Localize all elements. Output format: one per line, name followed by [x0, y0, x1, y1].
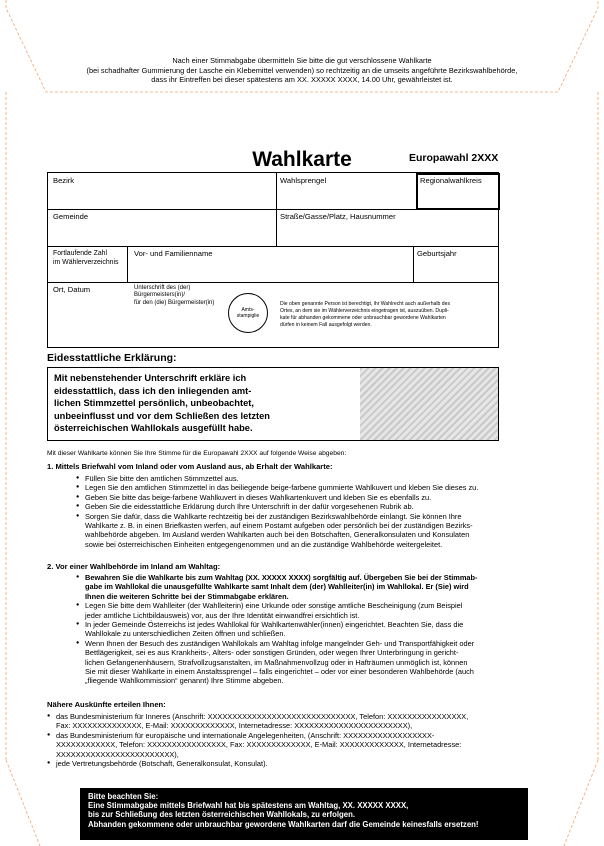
list-item: ● Geben Sie bitte das beige-farbene Wahlkuvert in dieses Wahlkartenkuvert und kleben Sie es ebenfalls zu. — [76, 493, 504, 502]
section-1-heading: 1. Mittels Briefwahl vom Inland oder vom Ausland aus, ab Erhalt der Wahlkarte: — [47, 462, 333, 471]
list-item: ● Legen Sie den amtlichen Stimmzettel in das beiliegende beige-farbene gummierte Wahlkuvert und kleben Sie dieses zu. — [76, 483, 504, 492]
voter-form — [47, 172, 499, 348]
section-2-heading: 2. Vor einer Wahlbehörde im Inland am Wahltag: — [47, 562, 221, 571]
ort-datum-label: Ort, Datum — [53, 285, 91, 294]
stamp-text: Amts- — [241, 307, 255, 313]
section-2-list — [76, 573, 504, 686]
fortlaufende-line-2: im Wählerverzeichnis — [53, 259, 119, 266]
validity-notice-line: Die oben genannte Person ist berechtigt, ihr Wahlrecht auch außerhalb des — [280, 301, 450, 307]
signature-label-line: für den (die) Bürgermeister(in) — [134, 299, 215, 306]
section-1-list — [76, 474, 504, 549]
fortlaufende-zahl-label — [53, 249, 118, 267]
geburtsjahr-label: Geburtsjahr — [417, 249, 457, 258]
declaration-box — [47, 367, 499, 441]
list-item: ● Sorgen Sie dafür, dass die Wahlkarte rechtzeitig bei der zuständigen Bezirkswahlbehörde einlangt. Sie können Ihre Wahlkarte z. B. in einen Briefkasten werfen, auf einem Postamt aufgeben oder persönlich bei der zuständigen Bezirks- wahlbehörde abgeben. Im Ausland werden Wahlkarten auch bei den Botschaften, Generalkonsulaten und Konsulaten sowie bei österreichischen Einheiten entgegengenommen und an die zuständige Wahlbehörde weitergeleitet. — [76, 512, 504, 550]
signature-label-line: Unterschrift des (der) — [134, 285, 191, 291]
bezirk-label: Bezirk — [53, 176, 75, 185]
election-name: Europawahl 2XXX — [409, 152, 499, 164]
list-item: ● jede Vertretungsbehörde (Botschaft, Generalkonsulat, Konsulat). — [47, 759, 504, 768]
list-item: ● Wenn Ihnen der Besuch des zuständigen Wahllokals am Wahltag infolge mangelnder Geh- und Transportfähigkeit oder Bettlägerigkeit, sei es aus Krankheits-, Alters- oder sonstigen Gründen, oder wegen Ihrer Unterbringung in gericht- lichen Gefangenenhäusern, Strafvollzugsanstalten, im Maßnahmenvollzug oder in Hafträumen unmöglich ist, können Sie mit dieser Wahlkarte in einem Anstaltssprengel – falls eingerichtet – oder vor einer besonderen Wahlbehörde (auch „fliegende Wahlkommission“ genannt) Ihre Stimme abgeben. — [76, 639, 504, 686]
gemeinde-label: Gemeinde — [53, 212, 89, 221]
notice-line: Eine Stimmabgabe mittels Briefwahl hat bis spätestens am Wahltag, XX. XXXXX XXXX, — [88, 801, 409, 811]
declaration-heading: Eidesstattliche Erklärung: — [47, 352, 177, 364]
intro-text: Mit dieser Wahlkarte können Sie Ihre Stimme für die Europawahl 2XXX auf folgende Weise abgeben: — [47, 450, 347, 457]
declaration-line: österreichischen Wahllokals ausgefüllt habe. — [54, 423, 253, 434]
regionalwahlkreis-label: Regionalwahlkreis — [420, 176, 482, 185]
notice-box — [80, 788, 528, 840]
declaration-line: lichen Stimmzettel persönlich, unbeobachtet, — [54, 398, 254, 409]
list-item: ● das Bundesministerium für europäische und internationale Angelegenheiten, (Anschrift: XXXXXXXXXXXXXXXXXX- XXXXXXXXXXXX, Telefon: XXXXXXXXXXXXXXXX, Fax: XXXXXXXXXXXXX, E-Mail: XXXXXXXXXXXXX, Internetadresse: XXXXXXXXXXXXXXXXXXXXXXXX), — [47, 731, 504, 759]
strasse-label: Straße/Gasse/Platz, Hausnummer — [280, 212, 396, 221]
signature-label-line: Bürgermeisters(in)/ — [134, 292, 186, 299]
list-item: ● das Bundesministerium für Inneres (Anschrift: XXXXXXXXXXXXXXXXXXXXXXXXXXXXXX, Telefon: XXXXXXXXXXXXXXXX, Fax: XXXXXXXXXXXXXX, E-Mail: XXXXXXXXXXXXX, Internetadresse: XXXXXXXXXXXXXXXXXXXXXXX), — [47, 712, 504, 731]
signature-label — [134, 285, 214, 307]
name-label: Vor- und Familienname — [134, 249, 213, 258]
return-instruction-line: dass ihr Eintreffen bei dieser spätestens am XX. XXXXX XXXX, 14.00 Uhr, gewährleistet ist. — [151, 75, 453, 84]
signature-field[interactable] — [360, 368, 498, 440]
return-instruction-line: Nach einer Stimmabgabe übermitteln Sie bitte die gut verschlossene Wahlkarte — [172, 56, 432, 65]
notice-line: bis zur Schließung des letzten österreichischen Wahllokals, zu erfolgen. — [88, 810, 356, 820]
validity-notice-line: kate für abhanden gekommene oder unbrauchbar gewordene Wahlkarten — [280, 315, 446, 321]
validity-notice — [280, 301, 450, 329]
declaration-text — [54, 372, 354, 435]
official-stamp-circle — [228, 293, 268, 333]
stamp-text: stampiglie — [236, 313, 260, 319]
validity-notice-line: dürfen in keinem Fall ausgefolgt werden. — [280, 322, 372, 328]
wahlsprengel-label: Wahlsprengel — [280, 176, 327, 185]
notice-line: Abhanden gekommene oder unbrauchbar gewordene Wahlkarten darf die Gemeinde keinesfalls ersetzen! — [88, 819, 479, 829]
list-item: ● Geben Sie die eidesstattliche Erklärung durch Ihre Unterschrift in der dafür vorgesehenen Rubrik ab. — [76, 502, 504, 511]
validity-notice-line: Ortes, an dem sie im Wählerverzeichnis eingetragen ist, auszuüben. Dupli- — [280, 308, 449, 314]
list-item: ● Füllen Sie bitte den amtlichen Stimmzettel aus. — [76, 474, 504, 483]
list-item: ● In jeder Gemeinde Österreichs ist jedes Wahllokal für Wahlkartenwähler(innen) eingerichtet. Beachten Sie, dass die Wahllokale zu unterschiedlichen Zeiten öffnen und schließen. — [76, 620, 504, 639]
info-list — [47, 712, 504, 768]
info-heading: Nähere Auskünfte erteilen Ihnen: — [47, 700, 166, 709]
fortlaufende-line-1: Fortlaufende Zahl — [53, 250, 108, 257]
return-instruction-line: (bei schadhafter Gummierung der Lasche ein Klebemittel verwenden) so rechtzeitig an die umseits angeführte Bezirkswahlbehörde, — [86, 65, 518, 75]
return-instruction — [40, 56, 564, 85]
declaration-line: eidesstattlich, dass ich den inliegenden amt- — [54, 385, 252, 396]
list-item: ● Bewahren Sie die Wahlkarte bis zum Wahltag (XX. XXXXX XXXX) sorgfältig auf. Übergeben Sie bei der Stimmab- gabe im Wahllokal die unausgefüllte Wahlkarte samt Inhalt dem (der) Wahlleiter(in) im Wahllokal. Er (Sie) wird Ihnen die weiteren Schritte bei der Stimmabgabe erklären. — [76, 573, 504, 601]
declaration-line: Mit nebenstehender Unterschrift erkläre ich — [54, 373, 247, 383]
notice-line: Bitte beachten Sie: — [88, 792, 159, 801]
list-item: ● Legen Sie bitte dem Wahlleiter (der Wahlleiterin) eine Urkunde oder sonstige amtliche Bescheinigung (zum Beispiel jeder amtliche Lichtbildausweis) vor, aus der Ihre Identität einwandfrei ersichtlich ist. — [76, 601, 504, 620]
declaration-line: unbeeinflusst und vor dem Schließen des letzten — [54, 410, 270, 421]
page-title: Wahlkarte — [252, 148, 352, 171]
